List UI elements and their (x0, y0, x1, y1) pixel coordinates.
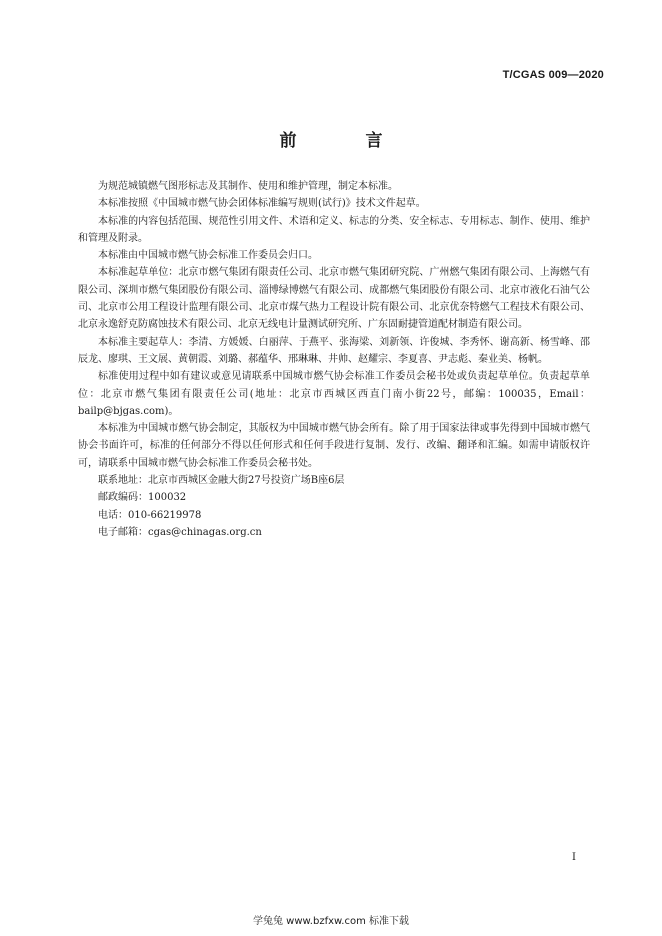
standard-code: T/CGAS 009—2020 (502, 69, 604, 81)
paragraph-feedback: 标准使用过程中如有建议或意见请联系中国城市燃气协会标准工作委员会秘书处或负责起草单位。负责起草单位：北京市燃气集团有限责任公司(地址：北京市西城区西直门南小街22号，邮编：100035，Email：bailp@bjgas.com)。 (78, 371, 590, 417)
paragraph-copyright: 本标准为中国城市燃气协会制定，其版权为中国城市燃气协会所有。除了用于国家法律或事先得到中国城市燃气协会书面许可，标准的任何部分不得以任何形式和任何手段进行复制、发行、改编、翻译和汇编。如需申请版权许可，请联系中国城市燃气协会标准工作委员会秘书处。 (78, 423, 590, 469)
contact-email: 电子邮箱：cgas@chinagas.org.cn (98, 526, 262, 538)
paragraph-drafters: 本标准主要起草人：李清、方媛媛、白丽萍、于燕平、张海梁、刘新领、许俊城、李秀怀、谢高新、杨雪峰、邵辰龙、廖琪、王文展、黄朝霞、刘璐、郝蕴华、邢琳琳、井帅、赵耀宗、李夏喜、尹志彪、秦业美、杨帆。 (78, 336, 590, 365)
paragraph-administration: 本标准由中国城市燃气协会标准工作委员会归口。 (98, 250, 318, 262)
paragraph-purpose: 为规范城镇燃气图形标志及其制作、使用和维护管理，制定本标准。 (98, 181, 398, 192)
paragraph-contents: 本标准的内容包括范围、规范性引用文件、术语和定义、标志的分类、安全标志、专用标志、制作、使用、维护和管理及附录。 (78, 215, 590, 244)
paragraph-drafting-rules: 本标准按照《中国城市燃气协会团体标准编写规则(试行)》技术文件起草。 (98, 198, 426, 210)
page-number: I (572, 852, 576, 863)
contact-address: 联系地址：北京市西城区金融大街27号投资广场B座6层 (98, 475, 345, 487)
watermark-text: 学兔兔 www.bzfxw.com 标准下载 (253, 916, 409, 927)
contact-phone: 电话：010-66219978 (98, 509, 202, 521)
paragraph-drafting-units: 本标准起草单位：北京市燃气集团有限责任公司、北京市燃气集团研究院、广州燃气集团有限公司、上海燃气有限公司、深圳市燃气集团股份有限公司、淄博绿博燃气有限公司、成都燃气集团股份有限公司、北京市液化石油气公司、北京市公用工程设计监理有限公司、北京市煤气热力工程设计院有限公司、北京优奈特燃气工程技术有限公司、北京永逸舒克防腐蚀技术有限公司、北京无线电计量测试研究所、广东固耐捷管道配材制造有限公司。 (78, 267, 590, 331)
document-body (78, 178, 590, 541)
page-title: 前 言 (279, 131, 409, 151)
contact-postcode: 邮政编码：100032 (98, 492, 187, 504)
